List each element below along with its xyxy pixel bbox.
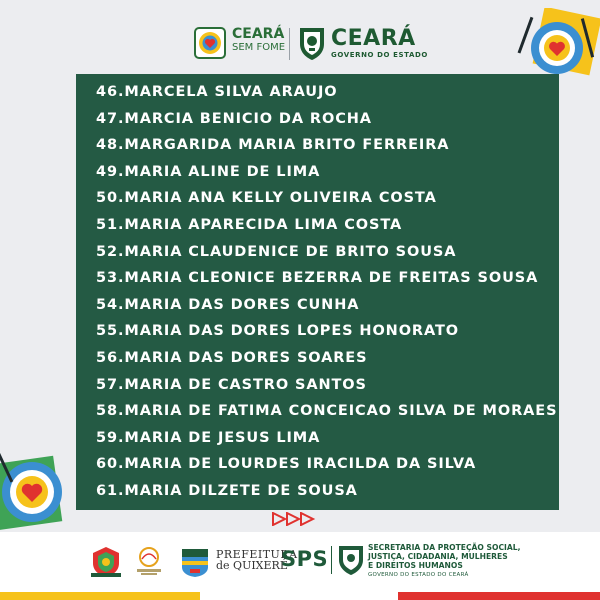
list-item: 51.MARIA APARECIDA LIMA COSTA xyxy=(96,217,403,233)
ceara-sem-fome-logo-icon xyxy=(193,26,227,60)
list-item: 46.MARCELA SILVA ARAUJO xyxy=(96,84,338,100)
secretaria-line: JUSTIÇA, CIDADANIA, MULHERES xyxy=(368,552,508,561)
footer-divider xyxy=(331,546,332,574)
header-divider xyxy=(289,28,290,60)
ceara-governo-wordmark xyxy=(331,28,431,59)
prefeitura-line1: PREFEITURA xyxy=(216,548,298,561)
list-item: 49.MARIA ALINE DE LIMA xyxy=(96,163,321,180)
list-item: 48.MARGARIDA MARIA BRITO FERREIRA xyxy=(96,137,450,154)
plate-heart-icon xyxy=(0,440,75,535)
secretaria-line: SECRETARIA DA PROTEÇÃO SOCIAL, xyxy=(368,543,521,552)
play-arrows-icon xyxy=(272,512,316,526)
secretaria-line: E DIREITOS HUMANOS xyxy=(368,561,463,570)
prefeitura-line2: de QUIXERÉ xyxy=(216,559,288,572)
list-item: 47.MARCIA BENICIO DA ROCHA xyxy=(96,110,372,127)
list-item: 52.MARIA CLAUDENICE DE BRITO SOUSA xyxy=(96,243,457,260)
ceara-sem-fome-wordmark xyxy=(232,28,292,54)
beneficiary-list-card xyxy=(76,74,559,510)
list-item: 54.MARIA DAS DORES CUNHA xyxy=(96,296,360,313)
list-item: 61.MARIA DILZETE DE SOUSA xyxy=(96,483,358,499)
footer-stripe-red xyxy=(398,592,600,600)
sps-wordmark: SPS xyxy=(281,547,329,571)
list-item: 58.MARIA DE FATIMA CONCEICAO SILVA DE MORAES xyxy=(96,403,558,420)
footer-stripe-white xyxy=(200,592,398,600)
event-logo-icon xyxy=(132,545,166,577)
list-item: 55.MARIA DAS DORES LOPES HONORATO xyxy=(96,323,460,340)
footer-stripe-yellow xyxy=(0,592,200,600)
secretaria-wordmark xyxy=(368,543,538,580)
list-item: 59.MARIA DE JESUS LIMA xyxy=(96,429,321,446)
ceara-crest-icon xyxy=(337,543,365,577)
ceara-crest-icon xyxy=(297,24,327,62)
brand1-line1: CEARÁ xyxy=(232,26,285,42)
list-item: 53.MARIA CLEONICE BEZERRA DE FREITAS SOUSA xyxy=(96,270,539,287)
municipal-crest-icon xyxy=(89,545,123,579)
list-item: 56.MARIA DAS DORES SOARES xyxy=(96,350,368,366)
brand2-line2: GOVERNO DO ESTADO xyxy=(331,51,428,59)
list-item: 57.MARIA DE CASTRO SANTOS xyxy=(96,376,367,393)
quixere-crest-icon xyxy=(178,545,212,579)
list-item: 50.MARIA ANA KELLY OLIVEIRA COSTA xyxy=(96,190,437,207)
list-item: 60.MARIA DE LOURDES IRACILDA DA SILVA xyxy=(96,456,477,473)
secretaria-sub: GOVERNO DO ESTADO DO CEARÁ xyxy=(368,572,469,578)
brand2-line1: CEARÁ xyxy=(331,26,416,51)
brand1-line2: SEM FOME xyxy=(232,42,286,53)
